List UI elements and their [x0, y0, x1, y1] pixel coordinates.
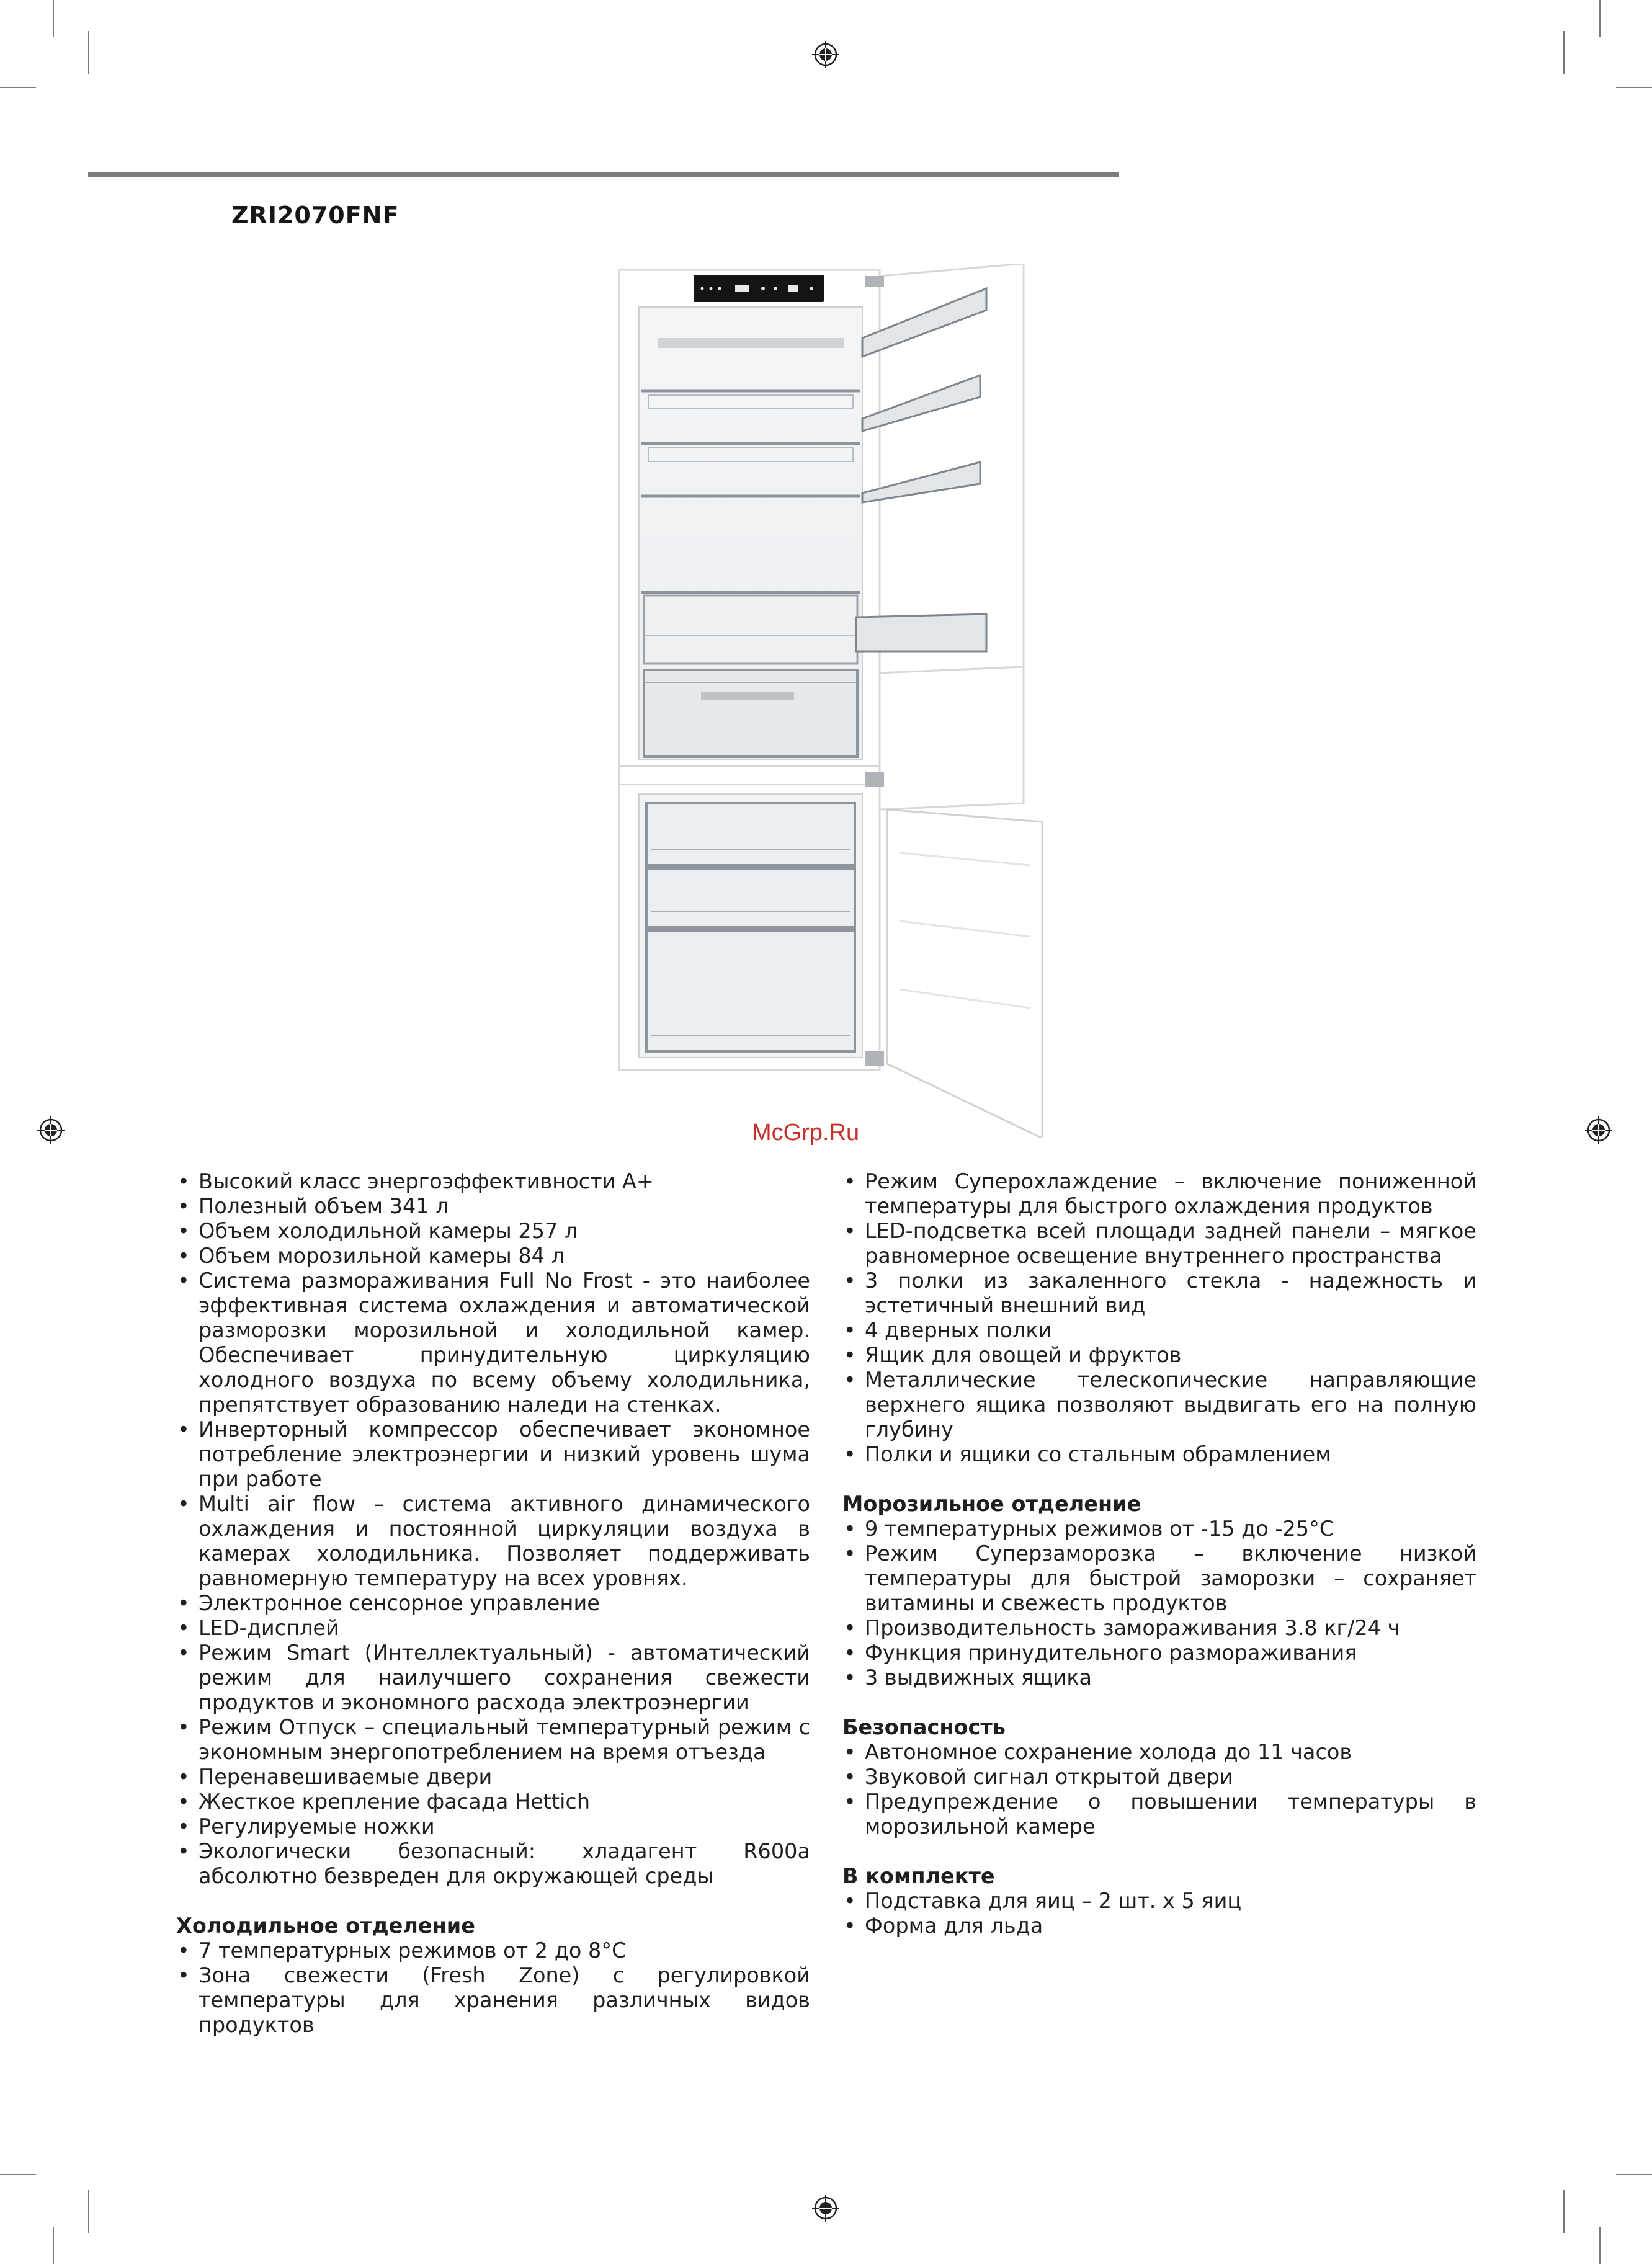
list-item: • Форма для льда	[842, 1914, 1476, 1938]
left-column	[176, 1169, 810, 2038]
crop-mark	[1599, 2227, 1601, 2264]
list-item: • Режим Суперзаморозка – включение низкой температуры для быстрой заморозки – сохраняет витамины и свежесть продуктов	[842, 1541, 1476, 1616]
list-item: • Режим Суперохлаждение – включение пониженной температуры для быстрого охлаждения продуктов	[842, 1169, 1476, 1219]
crop-mark	[1599, 0, 1601, 37]
fridge-list	[176, 1938, 810, 2038]
list-item: • Предупреждение о повышении температуры в морозильной камере	[842, 1789, 1476, 1839]
list-item: • Ящик для овощей и фруктов	[842, 1343, 1476, 1368]
feature-list	[842, 1169, 1476, 1467]
registration-mark-icon	[1585, 1116, 1612, 1144]
registration-mark-icon	[812, 41, 839, 68]
watermark: McGrp.Ru	[752, 1120, 860, 1146]
registration-mark-icon	[37, 1116, 65, 1144]
model-title: ZRI2070FNF	[231, 202, 400, 229]
list-item: • Режим Smart (Интеллектуальный) - автоматический режим для наилучшего сохранения свежести продуктов и экономного расхода электроэнергии	[176, 1641, 810, 1715]
registration-mark-icon	[812, 2195, 839, 2222]
safety-list	[842, 1740, 1476, 1839]
section-heading-kit: В комплекте	[842, 1864, 995, 1888]
list-item: • LED-подсветка всей площади задней панели – мягкое равномерное освещение внутреннего пространства	[842, 1219, 1476, 1268]
list-item: • Зона свежести (Fresh Zone) с регулировкой температуры для хранения различных видов продуктов	[176, 1963, 810, 2038]
list-item: • 3 выдвижных ящика	[842, 1665, 1476, 1690]
crop-mark	[1616, 2174, 1652, 2175]
crop-mark	[53, 0, 54, 37]
list-item: • Перенавешиваемые двери	[176, 1765, 810, 1789]
crop-mark	[88, 31, 89, 74]
list-item: • Полки и ящики со стальным обрамлением	[842, 1442, 1476, 1467]
list-item: • Экологически безопасный: хладагент R600a абсолютно безвреден для окружающей среды	[176, 1839, 810, 1889]
freezer-list	[842, 1517, 1476, 1690]
list-item: • Инверторный компрессор обеспечивает экономное потребление электроэнергии и низкий уровень шума при работе	[176, 1417, 810, 1492]
crop-mark	[0, 87, 36, 88]
list-item: • LED-дисплей	[176, 1616, 810, 1641]
list-item: • Multi air flow – система активного динамического охлаждения и постоянной циркуляции воздуха в камерах холодильника. Позволяет поддерживать равномерную температуру на всех уровнях.	[176, 1492, 810, 1591]
list-item: • Режим Отпуск – специальный температурный режим с экономным энергопотреблением на время отъезда	[176, 1715, 810, 1765]
list-item: • Объем морозильной камеры 84 л	[176, 1244, 810, 1268]
list-item: • Электронное сенсорное управление	[176, 1591, 810, 1616]
crop-mark	[1563, 31, 1565, 74]
list-item: • 4 дверных полки	[842, 1318, 1476, 1343]
list-item: • Регулируемые ножки	[176, 1814, 810, 1839]
crop-mark	[88, 2190, 89, 2233]
kit-list	[842, 1889, 1476, 1938]
list-item: • 7 температурных режимов от 2 до 8°С	[176, 1938, 810, 1963]
feature-list	[176, 1169, 810, 1889]
section-heading-freezer: Морозильное отделение	[842, 1492, 1141, 1516]
section-heading-safety: Безопасность	[842, 1715, 1006, 1739]
list-item: • Жесткое крепление фасада Hettich	[176, 1789, 810, 1814]
list-item: • Функция принудительного размораживания	[842, 1641, 1476, 1665]
product-image	[614, 264, 1048, 1138]
list-item: • Металлические телескопические направляющие верхнего ящика позволяют выдвигать его на полную глубину	[842, 1368, 1476, 1442]
list-item: • Полезный объем 341 л	[176, 1194, 810, 1219]
list-item: • 3 полки из закаленного стекла - надежность и эстетичный внешний вид	[842, 1268, 1476, 1318]
list-item: • Объем холодильной камеры 257 л	[176, 1219, 810, 1244]
list-item: • Высокий класс энергоэффективности А+	[176, 1169, 810, 1194]
list-item: • Подставка для яиц – 2 шт. x 5 яиц	[842, 1889, 1476, 1914]
section-heading-fridge: Холодильное отделение	[176, 1914, 475, 1938]
crop-mark	[0, 2174, 36, 2175]
crop-mark	[1563, 2190, 1565, 2233]
list-item: • Автономное сохранение холода до 11 часов	[842, 1740, 1476, 1765]
list-item: • Система размораживания Full No Frost - это наиболее эффективная система охлаждения и автоматической разморозки морозильной и холодильной камер. Обеспечивает принудительную циркуляцию холодного воздуха по всему объему холодильника, препятствует образованию наледи на стенках.	[176, 1268, 810, 1417]
list-item: • Производительность замораживания 3.8 кг/24 ч	[842, 1616, 1476, 1641]
header-rule	[88, 172, 1119, 177]
crop-mark	[53, 2227, 54, 2264]
crop-mark	[1616, 87, 1652, 88]
list-item: • 9 температурных режимов от -15 до -25°С	[842, 1517, 1476, 1541]
list-item: • Звуковой сигнал открытой двери	[842, 1765, 1476, 1789]
right-column	[842, 1169, 1476, 1938]
